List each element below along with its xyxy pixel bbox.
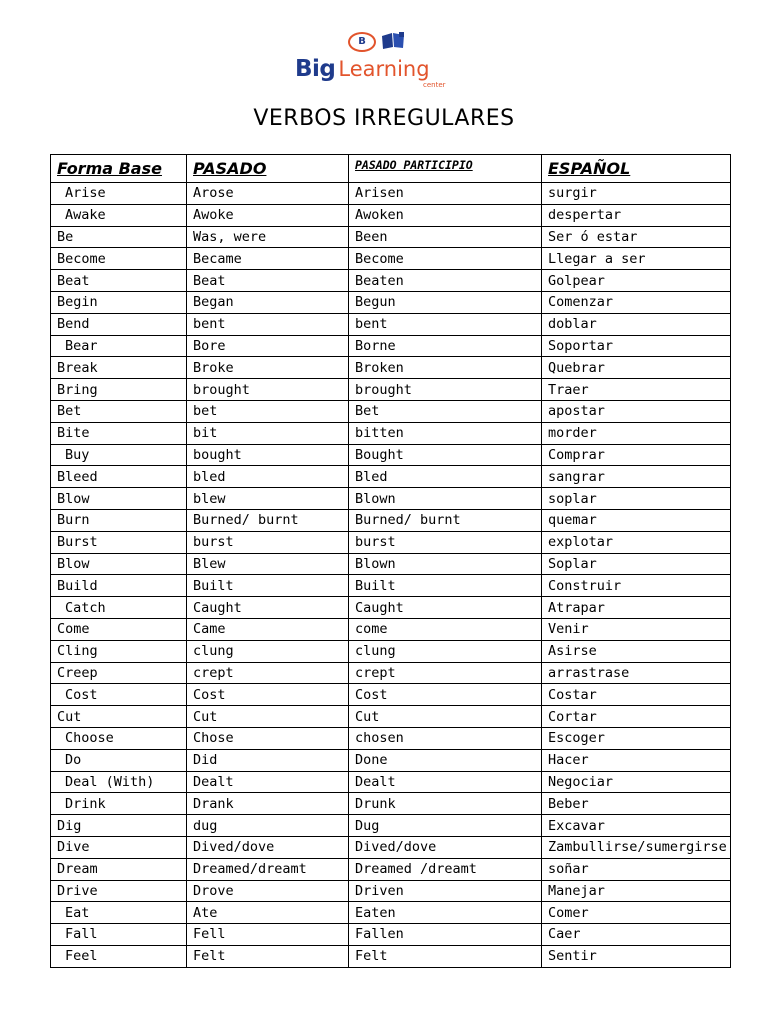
past-cell: burst — [187, 531, 349, 553]
table-row — [51, 488, 731, 510]
base-form-cell: Be — [51, 226, 187, 248]
table-row — [51, 509, 731, 531]
base-form-cell: Fall — [51, 924, 187, 946]
base-form-cell: Build — [51, 575, 187, 597]
past-cell: Bore — [187, 335, 349, 357]
past-participle-cell: Beaten — [349, 270, 542, 292]
base-form-cell: Buy — [51, 444, 187, 466]
past-cell: bet — [187, 400, 349, 422]
spanish-cell: Costar — [542, 684, 731, 706]
spanish-cell: apostar — [542, 400, 731, 422]
table-row — [51, 662, 731, 684]
past-participle-cell: come — [349, 618, 542, 640]
past-participle-cell: Done — [349, 749, 542, 771]
past-participle-cell: Eaten — [349, 902, 542, 924]
spanish-cell: Quebrar — [542, 357, 731, 379]
past-cell: Burned/ burnt — [187, 509, 349, 531]
past-cell: brought — [187, 379, 349, 401]
past-cell: blew — [187, 488, 349, 510]
base-form-cell: Come — [51, 618, 187, 640]
base-form-cell: Dream — [51, 858, 187, 880]
past-cell: Built — [187, 575, 349, 597]
spanish-cell: Golpear — [542, 270, 731, 292]
past-participle-cell: Dived/dove — [349, 836, 542, 858]
past-cell: Cut — [187, 706, 349, 728]
table-row — [51, 618, 731, 640]
base-form-cell: Beat — [51, 270, 187, 292]
brand-learning: Learning — [338, 57, 430, 81]
past-participle-cell: Arisen — [349, 183, 542, 205]
past-participle-cell: Cost — [349, 684, 542, 706]
base-form-cell: Catch — [51, 597, 187, 619]
past-participle-cell: Dreamed /dreamt — [349, 858, 542, 880]
table-row — [51, 836, 731, 858]
irregular-verbs-table — [50, 154, 731, 968]
spanish-cell: soñar — [542, 858, 731, 880]
past-cell: Dived/dove — [187, 836, 349, 858]
table-row — [51, 183, 731, 205]
past-participle-cell: bent — [349, 313, 542, 335]
spanish-cell: Ser ó estar — [542, 226, 731, 248]
base-form-cell: Break — [51, 357, 187, 379]
past-cell: Was, were — [187, 226, 349, 248]
spanish-cell: Llegar a ser — [542, 248, 731, 270]
table-row — [51, 379, 731, 401]
past-participle-cell: Dealt — [349, 771, 542, 793]
past-participle-cell: burst — [349, 531, 542, 553]
spanish-cell: Construir — [542, 575, 731, 597]
table-row — [51, 880, 731, 902]
base-form-cell: Drink — [51, 793, 187, 815]
header-past-participle: PASADO PARTICIPIO — [349, 155, 542, 183]
spanish-cell: Asirse — [542, 640, 731, 662]
table-row — [51, 313, 731, 335]
spanish-cell: Escoger — [542, 727, 731, 749]
past-cell: Caught — [187, 597, 349, 619]
past-cell: Began — [187, 291, 349, 313]
past-cell: Beat — [187, 270, 349, 292]
base-form-cell: Do — [51, 749, 187, 771]
spanish-cell: doblar — [542, 313, 731, 335]
base-form-cell: Begin — [51, 291, 187, 313]
past-participle-cell: Drunk — [349, 793, 542, 815]
brand-wordmark — [295, 56, 430, 82]
past-participle-cell: Been — [349, 226, 542, 248]
spanish-cell: explotar — [542, 531, 731, 553]
past-participle-cell: crept — [349, 662, 542, 684]
spanish-cell: surgir — [542, 183, 731, 205]
spanish-cell: Hacer — [542, 749, 731, 771]
spanish-cell: Beber — [542, 793, 731, 815]
past-cell: Dealt — [187, 771, 349, 793]
past-participle-cell: Become — [349, 248, 542, 270]
past-cell: Drove — [187, 880, 349, 902]
header-spanish: ESPAÑOL — [542, 155, 731, 183]
table-row — [51, 597, 731, 619]
table-row — [51, 815, 731, 837]
page-title: VERBOS IRREGULARES — [253, 106, 515, 131]
past-cell: Ate — [187, 902, 349, 924]
table-row — [51, 291, 731, 313]
table-row — [51, 858, 731, 880]
spanish-cell: Comprar — [542, 444, 731, 466]
spanish-cell: arrastrase — [542, 662, 731, 684]
past-cell: bent — [187, 313, 349, 335]
past-cell: Chose — [187, 727, 349, 749]
past-cell: Felt — [187, 945, 349, 967]
past-cell: Blew — [187, 553, 349, 575]
spanish-cell: Venir — [542, 618, 731, 640]
table-row — [51, 771, 731, 793]
base-form-cell: Choose — [51, 727, 187, 749]
past-cell: bought — [187, 444, 349, 466]
base-form-cell: Bleed — [51, 466, 187, 488]
past-participle-cell: brought — [349, 379, 542, 401]
past-participle-cell: Blown — [349, 553, 542, 575]
past-cell: Drank — [187, 793, 349, 815]
past-cell: Became — [187, 248, 349, 270]
base-form-cell: Cost — [51, 684, 187, 706]
brand-logo — [290, 28, 470, 90]
base-form-cell: Dive — [51, 836, 187, 858]
spanish-cell: morder — [542, 422, 731, 444]
table-row — [51, 924, 731, 946]
base-form-cell: Bear — [51, 335, 187, 357]
base-form-cell: Deal (With) — [51, 771, 187, 793]
table-row — [51, 444, 731, 466]
brand-big: Big — [295, 56, 336, 82]
past-cell: Awoke — [187, 204, 349, 226]
table-row — [51, 684, 731, 706]
spanish-cell: Zambullirse/sumergirse — [542, 836, 731, 858]
table-row — [51, 226, 731, 248]
base-form-cell: Arise — [51, 183, 187, 205]
past-cell: Cost — [187, 684, 349, 706]
past-participle-cell: Driven — [349, 880, 542, 902]
table-row — [51, 945, 731, 967]
table-row — [51, 575, 731, 597]
header-past: PASADO — [187, 155, 349, 183]
past-participle-cell: Burned/ burnt — [349, 509, 542, 531]
past-cell: clung — [187, 640, 349, 662]
spanish-cell: despertar — [542, 204, 731, 226]
table-row — [51, 248, 731, 270]
table-row — [51, 466, 731, 488]
base-form-cell: Blow — [51, 488, 187, 510]
table-row — [51, 553, 731, 575]
past-participle-cell: Felt — [349, 945, 542, 967]
past-participle-cell: Built — [349, 575, 542, 597]
table-row — [51, 793, 731, 815]
base-form-cell: Blow — [51, 553, 187, 575]
spanish-cell: Soportar — [542, 335, 731, 357]
table-body — [51, 183, 731, 968]
base-form-cell: Drive — [51, 880, 187, 902]
table-row — [51, 204, 731, 226]
past-participle-cell: clung — [349, 640, 542, 662]
spanish-cell: Cortar — [542, 706, 731, 728]
base-form-cell: Burst — [51, 531, 187, 553]
base-form-cell: Creep — [51, 662, 187, 684]
table-row — [51, 357, 731, 379]
spanish-cell: Caer — [542, 924, 731, 946]
past-participle-cell: Begun — [349, 291, 542, 313]
base-form-cell: Dig — [51, 815, 187, 837]
table-row — [51, 335, 731, 357]
past-participle-cell: Fallen — [349, 924, 542, 946]
past-participle-cell: bitten — [349, 422, 542, 444]
base-form-cell: Awake — [51, 204, 187, 226]
table-header-row — [51, 155, 731, 183]
spanish-cell: Soplar — [542, 553, 731, 575]
base-form-cell: Bring — [51, 379, 187, 401]
table-row — [51, 640, 731, 662]
spanish-cell: sangrar — [542, 466, 731, 488]
base-form-cell: Cling — [51, 640, 187, 662]
past-cell: Dreamed/dreamt — [187, 858, 349, 880]
past-participle-cell: Dug — [349, 815, 542, 837]
base-form-cell: Burn — [51, 509, 187, 531]
past-cell: bled — [187, 466, 349, 488]
past-cell: bit — [187, 422, 349, 444]
spanish-cell: Negociar — [542, 771, 731, 793]
table-row — [51, 400, 731, 422]
table-row — [51, 706, 731, 728]
table-row — [51, 531, 731, 553]
spanish-cell: Atrapar — [542, 597, 731, 619]
past-participle-cell: Cut — [349, 706, 542, 728]
table-row — [51, 727, 731, 749]
spanish-cell: Sentir — [542, 945, 731, 967]
spanish-cell: soplar — [542, 488, 731, 510]
past-participle-cell: Bought — [349, 444, 542, 466]
past-participle-cell: Bled — [349, 466, 542, 488]
past-participle-cell: Blown — [349, 488, 542, 510]
past-cell: Did — [187, 749, 349, 771]
past-participle-cell: chosen — [349, 727, 542, 749]
base-form-cell: Eat — [51, 902, 187, 924]
base-form-cell: Bite — [51, 422, 187, 444]
base-form-cell: Bend — [51, 313, 187, 335]
spanish-cell: Traer — [542, 379, 731, 401]
spanish-cell: Manejar — [542, 880, 731, 902]
past-cell: Came — [187, 618, 349, 640]
spanish-cell: Excavar — [542, 815, 731, 837]
speech-bubble-icon: B — [348, 32, 376, 52]
table-row — [51, 422, 731, 444]
past-participle-cell: Caught — [349, 597, 542, 619]
past-cell: Arose — [187, 183, 349, 205]
base-form-cell: Feel — [51, 945, 187, 967]
base-form-cell: Bet — [51, 400, 187, 422]
spanish-cell: Comenzar — [542, 291, 731, 313]
book-icon — [380, 32, 406, 50]
base-form-cell: Become — [51, 248, 187, 270]
past-participle-cell: Awoken — [349, 204, 542, 226]
header-base-form: Forma Base — [51, 155, 187, 183]
past-cell: Fell — [187, 924, 349, 946]
past-participle-cell: Borne — [349, 335, 542, 357]
past-cell: crept — [187, 662, 349, 684]
past-cell: Broke — [187, 357, 349, 379]
table-row — [51, 749, 731, 771]
spanish-cell: quemar — [542, 509, 731, 531]
past-participle-cell: Bet — [349, 400, 542, 422]
base-form-cell: Cut — [51, 706, 187, 728]
past-participle-cell: Broken — [349, 357, 542, 379]
table-row — [51, 270, 731, 292]
brand-sub: center — [423, 81, 446, 89]
past-cell: dug — [187, 815, 349, 837]
spanish-cell: Comer — [542, 902, 731, 924]
table-row — [51, 902, 731, 924]
